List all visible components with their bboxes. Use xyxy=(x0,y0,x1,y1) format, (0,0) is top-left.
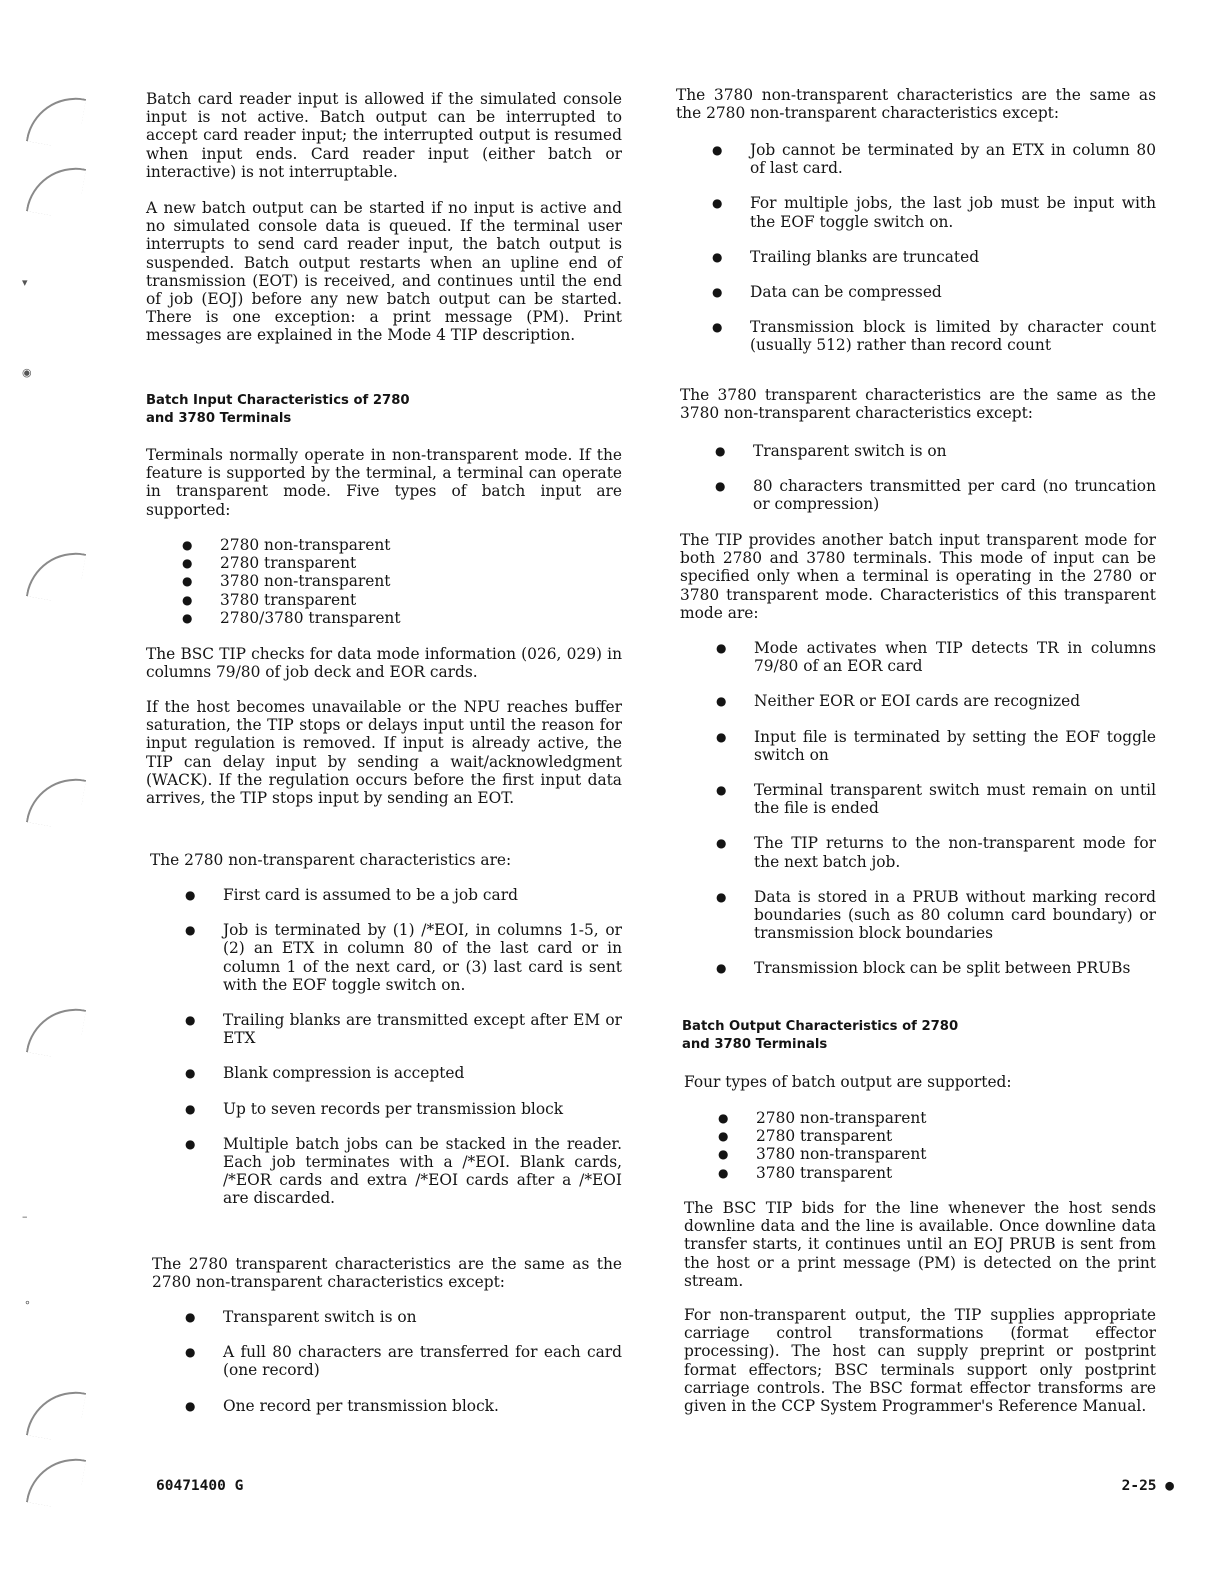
binder-hole-mark xyxy=(26,90,86,150)
list-item: ● Neither EOR or EOI cards are recognized xyxy=(754,692,1156,710)
list-item: ● Terminal transparent switch must remain on until the file is ended xyxy=(754,781,1156,817)
section-heading-batch-output xyxy=(682,1018,1156,1054)
list-item: ● 2780 non-transparent xyxy=(220,536,622,554)
list-item: ● 2780/3780 transparent xyxy=(220,609,622,627)
list-item: ● Transparent switch is on xyxy=(223,1308,622,1326)
paragraph-batch-card-reader: Batch card reader input is allowed if the simulated console input is not active. Batch output can be interrupted to accept card reader input; the interrupted output is resumed when input ends. Card reader input (either batch or interactive) is not interruptable. xyxy=(146,90,622,181)
list-item: ● Job is terminated by (1) /*EOI, in columns 1-5, or (2) an ETX in column 80 of the last card or in column 1 of the next card, or (3) last card is sent with the EOF toggle switch on. xyxy=(223,921,622,994)
list-item: ● Transmission block is limited by character count (usually 512) rather than record count xyxy=(750,318,1156,354)
paragraph-new-batch-output: A new batch output can be started if no input is active and no simulated console data is queued. If the terminal user interrupts to send card reader input, the batch output is suspended. Batch output restarts when an upline end of transmission (EOT) is received, and continues until the end of job (EOJ) before any new batch output can be started. There is one exception: a print message (PM). Print messages are explained in the Mode 4 TIP description. xyxy=(146,199,622,345)
paragraph-tip-transparent-mode: The TIP provides another batch input transparent mode for both 2780 and 3780 terminals. This mode of input can be specified only when a terminal is operating in the 2780 or 3780 transparent mode. Characteristics of this transparent mode are: xyxy=(680,531,1156,622)
paragraph-nontransparent-output: For non-transparent output, the TIP supplies appropriate carriage control transformations (format effector processing). The host can supply preprint or postprint format effectors; BSC terminals support only postprint carriage controls. The BSC format effector transforms are given in the CCP System Programmer's Reference Manual. xyxy=(684,1306,1156,1416)
binder-hole-mark xyxy=(26,1384,86,1444)
heading-line: and 3780 Terminals xyxy=(146,411,292,426)
margin-mark: ∘ xyxy=(24,1296,31,1309)
binder-hole-mark xyxy=(26,545,86,605)
heading-line: and 3780 Terminals xyxy=(682,1037,828,1052)
list-item: ● 3780 transparent xyxy=(220,591,622,609)
list-item: ● One record per transmission block. xyxy=(223,1397,622,1415)
list-item: ● 3780 non-transparent xyxy=(756,1145,1156,1163)
page-number: 2-25 ● xyxy=(1121,1478,1174,1494)
list-item: ● Trailing blanks are transmitted except after EM or ETX xyxy=(223,1011,622,1047)
list-output-types xyxy=(756,1109,1156,1182)
list-item: ● 3780 transparent xyxy=(756,1164,1156,1182)
list-item: ● Input file is terminated by setting the EOF toggle switch on xyxy=(754,728,1156,764)
list-item: ● 2780 non-transparent xyxy=(756,1109,1156,1127)
binder-marks xyxy=(22,0,90,1584)
list-3780-nontransparent xyxy=(750,141,1156,355)
binder-hole-mark xyxy=(26,1451,86,1511)
list-item: ● First card is assumed to be a job card xyxy=(223,886,622,904)
list-item: ● A full 80 characters are transferred for each card (one record) xyxy=(223,1343,622,1379)
paragraph-3780-t-intro: The 3780 transparent characteristics are the same as the 3780 non-transparent characteristics except: xyxy=(680,386,1156,423)
list-item: ● Multiple batch jobs can be stacked in the reader. Each job terminates with a /*EOI. Blank cards, /*EOR cards and extra /*EOI cards after a /*EOI are discarded. xyxy=(223,1135,622,1208)
paragraph-regulation: If the host becomes unavailable or the NPU reaches buffer saturation, the TIP stops or delays input until the reason for input regulation is removed. If input is already active, the TIP can delay input by sending a wait/acknowledgment (WACK). If the regulation occurs before the first input data arrives, the TIP stops input by sending an EOT. xyxy=(146,698,622,808)
list-item: ● Transmission block can be split between PRUBs xyxy=(754,959,1156,977)
heading-line: Batch Input Characteristics of 2780 xyxy=(146,393,410,408)
list-item: ● For multiple jobs, the last job must be input with the EOF toggle switch on. xyxy=(750,194,1156,230)
list-item: ● Data can be compressed xyxy=(750,283,1156,301)
list-item: ● 80 characters transmitted per card (no truncation or compression) xyxy=(753,477,1156,513)
paragraph-2780-nt-intro: The 2780 non-transparent characteristics are: xyxy=(150,851,512,869)
paragraph-output-types: Four types of batch output are supported: xyxy=(684,1073,1012,1091)
margin-mark: ▾ xyxy=(22,276,28,289)
binder-hole-mark xyxy=(26,1001,86,1061)
list-item: ● Transparent switch is on xyxy=(753,442,1156,460)
list-item: ● 2780 transparent xyxy=(220,554,622,572)
section-heading-batch-input xyxy=(146,392,622,428)
paragraph-bsc-tip-bids: The BSC TIP bids for the line whenever the host sends downline data and the line is available. Once downline data transfer starts, it continues until an EOJ PRUB is sent from the host or a print message (PM) is detected on the print stream. xyxy=(684,1199,1156,1290)
list-item: ● 2780 transparent xyxy=(756,1127,1156,1145)
list-2780-nontransparent xyxy=(223,886,622,1208)
list-item: ● 3780 non-transparent xyxy=(220,572,622,590)
margin-mark: ◉ xyxy=(22,366,32,379)
document-number: 60471400 G xyxy=(156,1478,244,1494)
list-item: ● Trailing blanks are truncated xyxy=(750,248,1156,266)
list-item: ● Data is stored in a PRUB without marking record boundaries (such as 80 column card boundary) or transmission block boundaries xyxy=(754,888,1156,943)
list-transparent-mode-characteristics xyxy=(754,639,1156,978)
paragraph-3780-nt-intro: The 3780 non-transparent characteristics are the same as the 2780 non-transparent characteristics except: xyxy=(676,86,1156,123)
paragraph-2780-t-intro: The 2780 transparent characteristics are the same as the 2780 non-transparent characteristics except: xyxy=(152,1255,622,1292)
list-item: ● Blank compression is accepted xyxy=(223,1064,622,1082)
list-item: ● Up to seven records per transmission block xyxy=(223,1100,622,1118)
heading-line: Batch Output Characteristics of 2780 xyxy=(682,1019,959,1034)
margin-mark: – xyxy=(22,1210,28,1223)
paragraph-transparent-mode: Terminals normally operate in non-transparent mode. If the feature is supported by the terminal, a terminal can operate in transparent mode. Five types of batch input are supported: xyxy=(146,446,622,519)
list-2780-transparent xyxy=(223,1308,622,1415)
list-item: ● The TIP returns to the non-transparent mode for the next batch job. xyxy=(754,834,1156,870)
list-item: ● Job cannot be terminated by an ETX in column 80 of last card. xyxy=(750,141,1156,177)
binder-hole-mark xyxy=(26,771,86,831)
list-3780-transparent xyxy=(753,442,1156,514)
list-input-types xyxy=(220,536,622,627)
binder-hole-mark xyxy=(26,160,86,220)
paragraph-data-mode: The BSC TIP checks for data mode information (026, 029) in columns 79/80 of job deck and EOR cards. xyxy=(146,645,622,682)
list-item: ● Mode activates when TIP detects TR in columns 79/80 of an EOR card xyxy=(754,639,1156,675)
